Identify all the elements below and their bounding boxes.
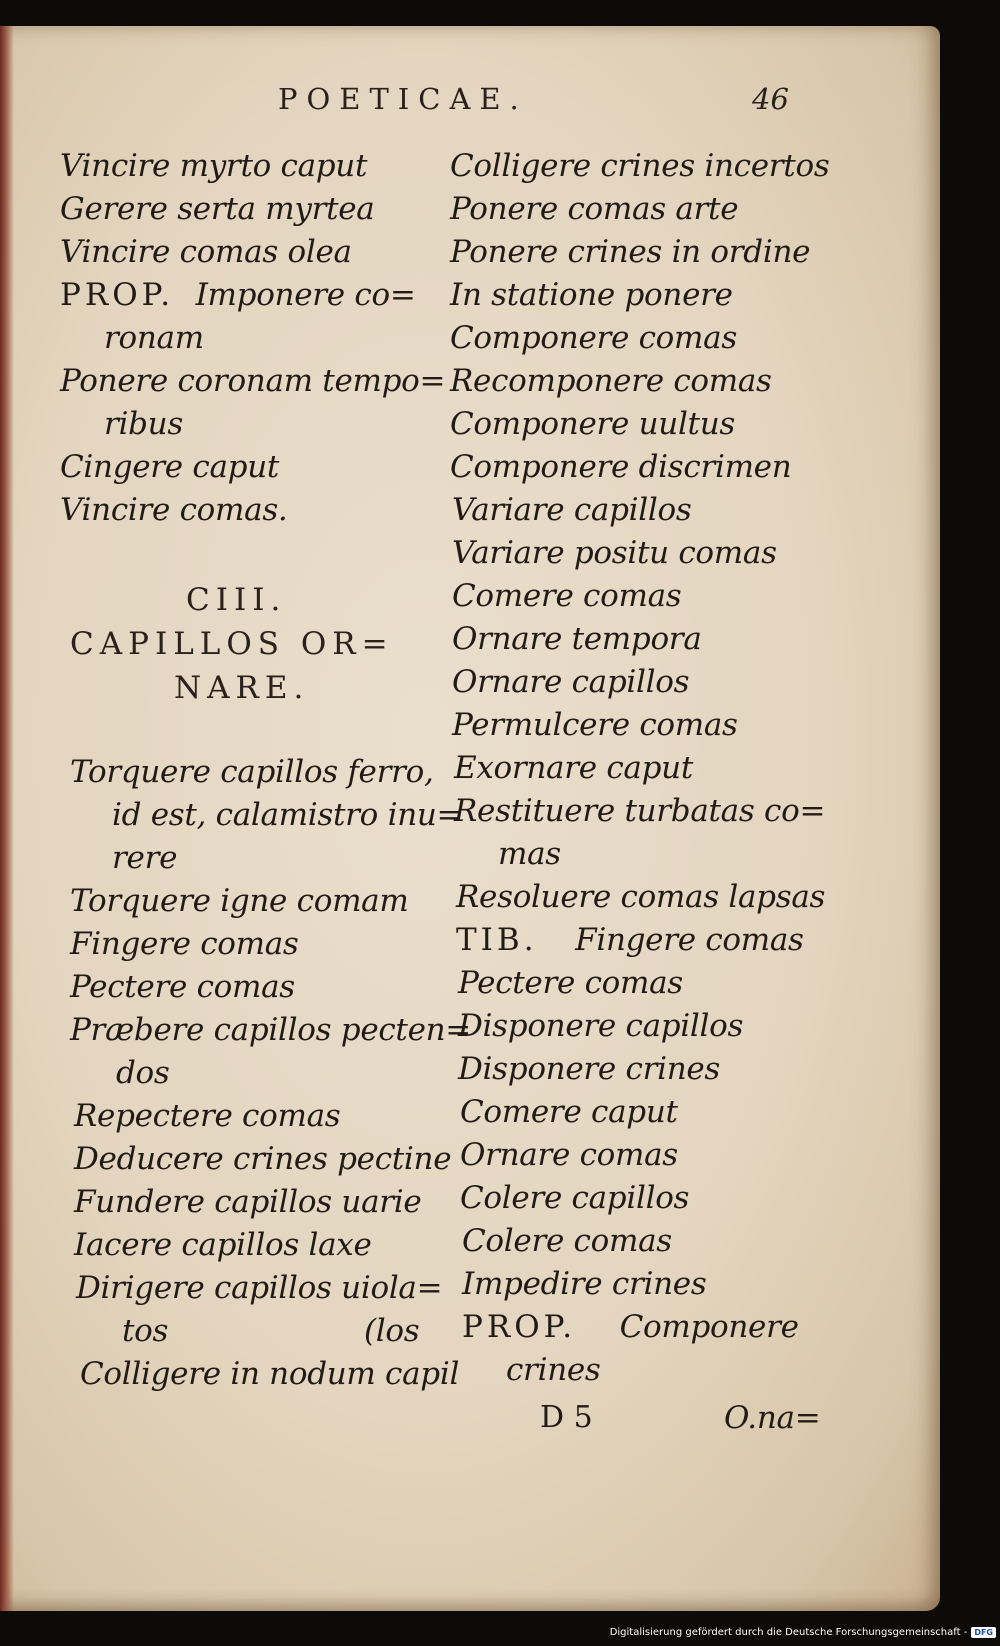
entry-line: Ponere coronam tempo=	[60, 363, 446, 399]
entry-line: Restituere turbatas co=	[454, 793, 826, 829]
entry-text: Imponere co=	[195, 277, 416, 313]
entry-text: Componere	[619, 1309, 799, 1345]
author-abbreviation: TIB.	[456, 922, 538, 958]
entry-line: Impedire crines	[462, 1266, 707, 1302]
digitization-credit-text: Digitalisierung gefördert durch die Deutsche Forschungsgemeinschaft -	[609, 1627, 968, 1638]
entry-line: Permulcere comas	[452, 707, 738, 743]
entry-line: Iacere capillos laxe	[74, 1227, 372, 1263]
entry-line: rere	[112, 840, 178, 876]
author-abbreviation: PROP.	[462, 1309, 577, 1345]
entry-line: Vincire comas.	[60, 492, 288, 528]
entry-line: id est, calamistro inu=	[112, 797, 463, 833]
entry-line: Comere caput	[460, 1094, 678, 1130]
entry-line: tos	[122, 1313, 169, 1349]
entry-line: Colligere crines incertos	[450, 148, 830, 184]
running-title: POETICAE.	[278, 82, 528, 116]
entry-line: Præbere capillos pecten=	[70, 1012, 471, 1048]
entry-line	[456, 922, 804, 958]
entry-line: Pectere comas	[70, 969, 295, 1005]
entry-line	[462, 1309, 799, 1345]
entry-line: Vincire comas olea	[60, 234, 352, 270]
entry-line: Fundere capillos uarie	[74, 1184, 422, 1220]
entry-line: Ponere comas arte	[450, 191, 739, 227]
entry-line: Torquere capillos ferro,	[70, 754, 434, 790]
entry-line: Componere uultus	[450, 406, 735, 442]
entry-line: Repectere comas	[74, 1098, 341, 1134]
entry-line: Ornare comas	[460, 1137, 678, 1173]
entry-line: Variare capillos	[452, 492, 692, 528]
entry-line: Colligere in nodum capil	[80, 1356, 460, 1392]
entry-line: Colere capillos	[460, 1180, 690, 1216]
entry-line: Variare positu comas	[452, 535, 777, 571]
entry-line: Componere comas	[450, 320, 737, 356]
entry-line: Resoluere comas lapsas	[456, 879, 826, 915]
page-number: 46	[752, 82, 789, 116]
entry-line: ribus	[104, 406, 183, 442]
entry-line: In statione ponere	[450, 277, 733, 313]
entry-line: Componere discrimen	[450, 449, 792, 485]
entry-line: Ponere crines in ordine	[450, 234, 811, 270]
section-title: CAPILLOS OR=	[70, 626, 394, 662]
entry-line: Cingere caput	[60, 449, 280, 485]
author-abbreviation: PROP.	[60, 277, 175, 313]
entry-line: ronam	[104, 320, 204, 356]
entry-line: Disponere capillos	[458, 1008, 744, 1044]
digitization-credit	[610, 1627, 996, 1638]
section-title-continued: NARE.	[174, 670, 310, 706]
catch-fragment: (los	[364, 1313, 420, 1349]
entry-line: Disponere crines	[458, 1051, 721, 1087]
entry-text: Fingere comas	[575, 922, 804, 958]
entry-line: dos	[116, 1055, 170, 1091]
entry-line: Gerere serta myrtea	[60, 191, 375, 227]
entry-line: Torquere igne comam	[70, 883, 409, 919]
dfg-logo: DFG	[971, 1627, 996, 1638]
entry-line: Ornare tempora	[452, 621, 702, 657]
entry-line: mas	[498, 836, 561, 872]
entry-line: Fingere comas	[70, 926, 299, 962]
entry-line: crines	[506, 1352, 601, 1388]
signature-mark: D 5	[540, 1400, 593, 1435]
entry-line: Deducere crines pectine	[74, 1141, 452, 1177]
section-number: CIII.	[186, 582, 287, 618]
entry-line: Exornare caput	[454, 750, 693, 786]
entry-line: Colere comas	[462, 1223, 672, 1259]
book-page	[0, 26, 940, 1611]
entry-line: Recomponere comas	[450, 363, 772, 399]
entry-line: Comere comas	[452, 578, 682, 614]
entry-line: Ornare capillos	[452, 664, 690, 700]
entry-line: Pectere comas	[458, 965, 683, 1001]
entry-line: Vincire myrto caput	[60, 148, 368, 184]
catchword: O.na=	[724, 1400, 821, 1436]
entry-line: Dirigere capillos uiola=	[76, 1270, 443, 1306]
entry-line	[60, 277, 416, 313]
